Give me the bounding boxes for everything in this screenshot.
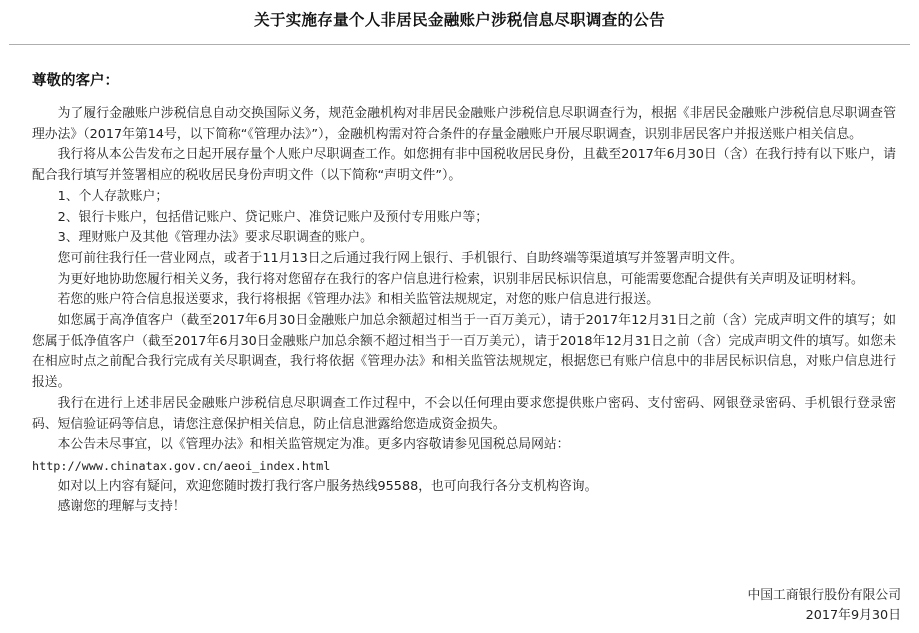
issuer-name: 中国工商银行股份有限公司 bbox=[747, 588, 901, 603]
tax-website-link[interactable]: http://www.chinatax.gov.cn/aeoi_index.html bbox=[32, 458, 331, 473]
paragraph-channels: 您可前往我行任一营业网点，或者于11月13日之后通过我行网上银行、手机银行、自助终端等渠道填写并签署声明文件。 bbox=[57, 250, 743, 266]
paragraph-hotline: 如对以上内容有疑问，欢迎您随时拨打我行客户服务热线95588，也可向我行各分支机构咨询。 bbox=[57, 478, 598, 494]
list-item-wealth-account: 3、理财账户及其他《管理办法》要求尽职调查的账户。 bbox=[57, 230, 373, 246]
title-divider bbox=[9, 44, 910, 45]
paragraph-deadlines: 如您属于高净值客户（截至2017年6月30日金融账户加总余额超过相当于一百万美元），请于2017年12月31日之前（含）完成声明文件的填写；如您属于低净值客户（截至2017年6月30日金融账户加总余额不超过相当于一百万美元），请于2018年12月31日之前（含）完成声明文件的填写。如您未在相应时点之前配合我行完成有关尽职调查，我行将依据《管理办法》和相关监管法规规定，根据您已有账户信息中的非居民标识信息，对账户信息进行报送。 bbox=[32, 313, 896, 391]
paragraph-scope: 我行将从本公告发布之日起开展存量个人账户尽职调查工作。如您拥有非中国税收居民身份，且截至2017年6月30日（含）在我行持有以下账户，请配合我行填写并签署相应的税收居民身份声明文件（以下简称“声明文件”）。 bbox=[32, 147, 896, 184]
paragraph-reporting: 若您的账户符合信息报送要求，我行将根据《管理办法》和相关监管法规规定，对您的账户信息进行报送。 bbox=[57, 292, 660, 308]
list-item-deposit-account: 1、个人存款账户； bbox=[57, 188, 169, 204]
list-item-card-account: 2、银行卡账户，包括借记账户、贷记账户、准贷记账户及预付专用账户等； bbox=[57, 209, 489, 225]
paragraph-thanks: 感谢您的理解与支持！ bbox=[57, 499, 186, 515]
paragraph-intro: 为了履行金融账户涉税信息自动交换国际义务，规范金融机构对非居民金融账户涉税信息尽职调查行为，根据《非居民金融账户涉税信息尽职调查管理办法》（2017年第14号，以下简称“《管理办法》”），金融机构需对符合条件的存量金融账户开展尽职调查，识别非居民客户并报送账户相关信息。 bbox=[32, 106, 896, 142]
announcement-body bbox=[32, 104, 896, 518]
salutation: 尊敬的客户： bbox=[32, 73, 119, 89]
signature-block bbox=[747, 586, 901, 626]
paragraph-retrieval: 为更好地协助您履行相关义务，我行将对您留存在我行的客户信息进行检索，识别非居民标识信息，可能需要您配合提供有关声明及证明材料。 bbox=[57, 271, 864, 287]
page-title: 关于实施存量个人非居民金融账户涉税信息尽职调查的公告 bbox=[254, 11, 665, 29]
issue-date: 2017年9月30日 bbox=[805, 608, 901, 623]
paragraph-security-warning: 我行在进行上述非居民金融账户涉税信息尽职调查工作过程中，不会以任何理由要求您提供账户密码、支付密码、网银登录密码、手机银行登录密码、短信验证码等信息，请您注意保护相关信息，防止信息泄露给您造成资金损失。 bbox=[32, 395, 896, 432]
paragraph-reference: 本公告未尽事宜，以《管理办法》和相关监管规定为准。更多内容敬请参见国税总局网站： bbox=[57, 437, 570, 453]
